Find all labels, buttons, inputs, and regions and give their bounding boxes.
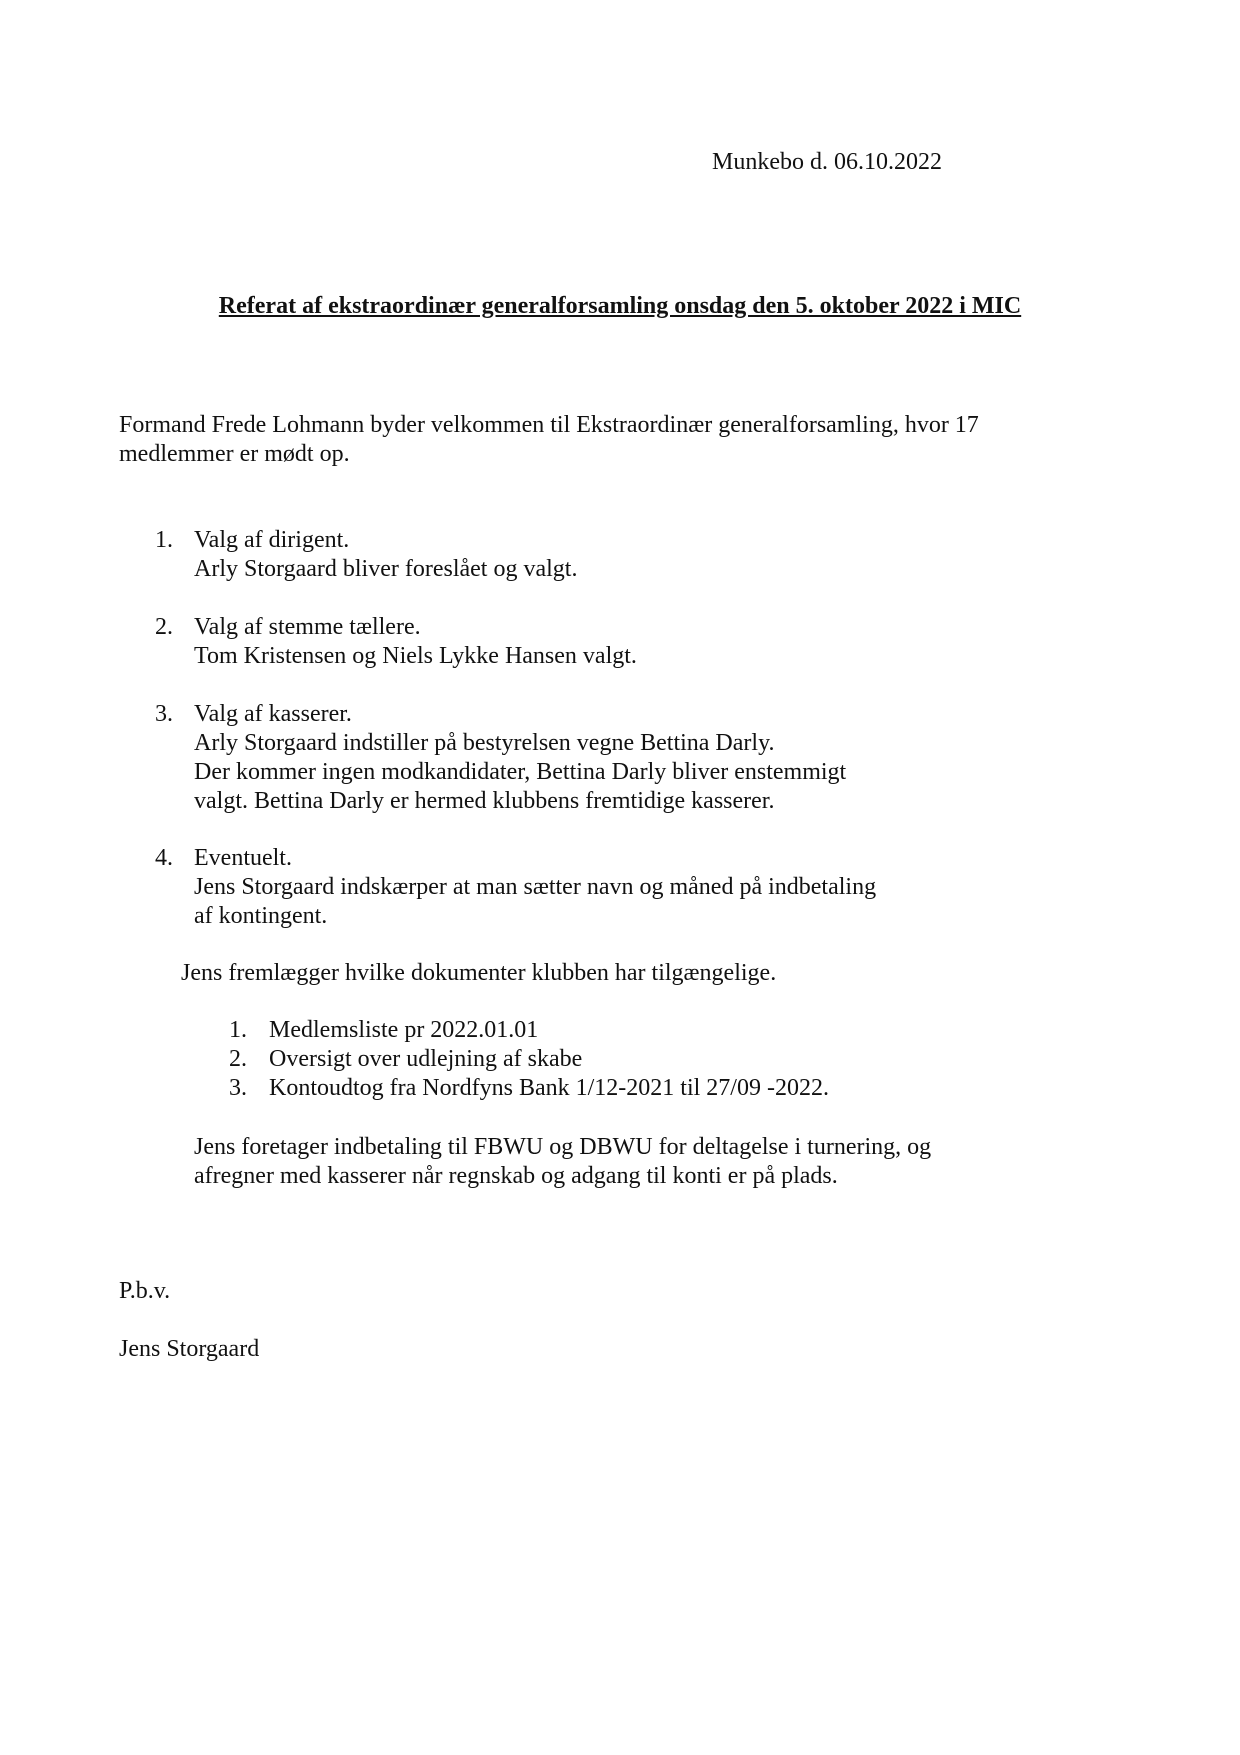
intro-line-1: Formand Frede Lohmann byder velkommen til Ekstraordinær generalforsamling, hvor 17: [119, 412, 979, 438]
documents-intro: Jens fremlægger hvilke dokumenter klubben har tilgængelige.: [181, 960, 777, 986]
agenda-text: Arly Storgaard indstiller på bestyrelsen vegne Bettina Darly.: [194, 730, 775, 756]
document-text: Oversigt over udlejning af skabe: [269, 1046, 583, 1072]
agenda-text: valgt. Bettina Darly er hermed klubbens fremtidige kasserer.: [194, 788, 775, 814]
title-text: Referat af ekstraordinær generalforsamling onsdag den 5. oktober 2022 i MIC: [218, 293, 1022, 319]
signature-name: Jens Storgaard: [119, 1336, 260, 1362]
agenda-text: Jens Storgaard indskærper at man sætter navn og måned på indbetaling: [194, 874, 877, 900]
agenda-heading: Eventuelt.: [194, 845, 292, 871]
agenda-heading: Valg af dirigent.: [194, 527, 350, 553]
agenda-number: 3.: [155, 701, 173, 727]
document-text: Kontoudtog fra Nordfyns Bank 1/12-2021 til 27/09 -2022.: [269, 1075, 829, 1101]
document-number: 2.: [229, 1046, 247, 1072]
agenda-text: af kontingent.: [194, 903, 328, 929]
document-date: Munkebo d. 06.10.2022: [712, 149, 942, 175]
agenda-text: Tom Kristensen og Niels Lykke Hansen valgt.: [194, 643, 637, 669]
agenda-number: 4.: [155, 845, 173, 871]
intro-line-2: medlemmer er mødt op.: [119, 441, 350, 467]
document-title: [0, 292, 1240, 321]
closing-pbv: P.b.v.: [119, 1278, 171, 1304]
document-number: 3.: [229, 1075, 247, 1101]
agenda-number: 2.: [155, 614, 173, 640]
agenda-text: Der kommer ingen modkandidater, Bettina Darly bliver enstemmigt: [194, 759, 847, 785]
agenda-heading: Valg af kasserer.: [194, 701, 352, 727]
agenda-text: Arly Storgaard bliver foreslået og valgt.: [194, 556, 578, 582]
document-text: Medlemsliste pr 2022.01.01: [269, 1017, 539, 1043]
payment-line-1: Jens foretager indbetaling til FBWU og DBWU for deltagelse i turnering, og: [194, 1134, 932, 1160]
payment-line-2: afregner med kasserer når regnskab og adgang til konti er på plads.: [194, 1163, 838, 1189]
agenda-number: 1.: [155, 527, 173, 553]
agenda-heading: Valg af stemme tællere.: [194, 614, 421, 640]
document-number: 1.: [229, 1017, 247, 1043]
